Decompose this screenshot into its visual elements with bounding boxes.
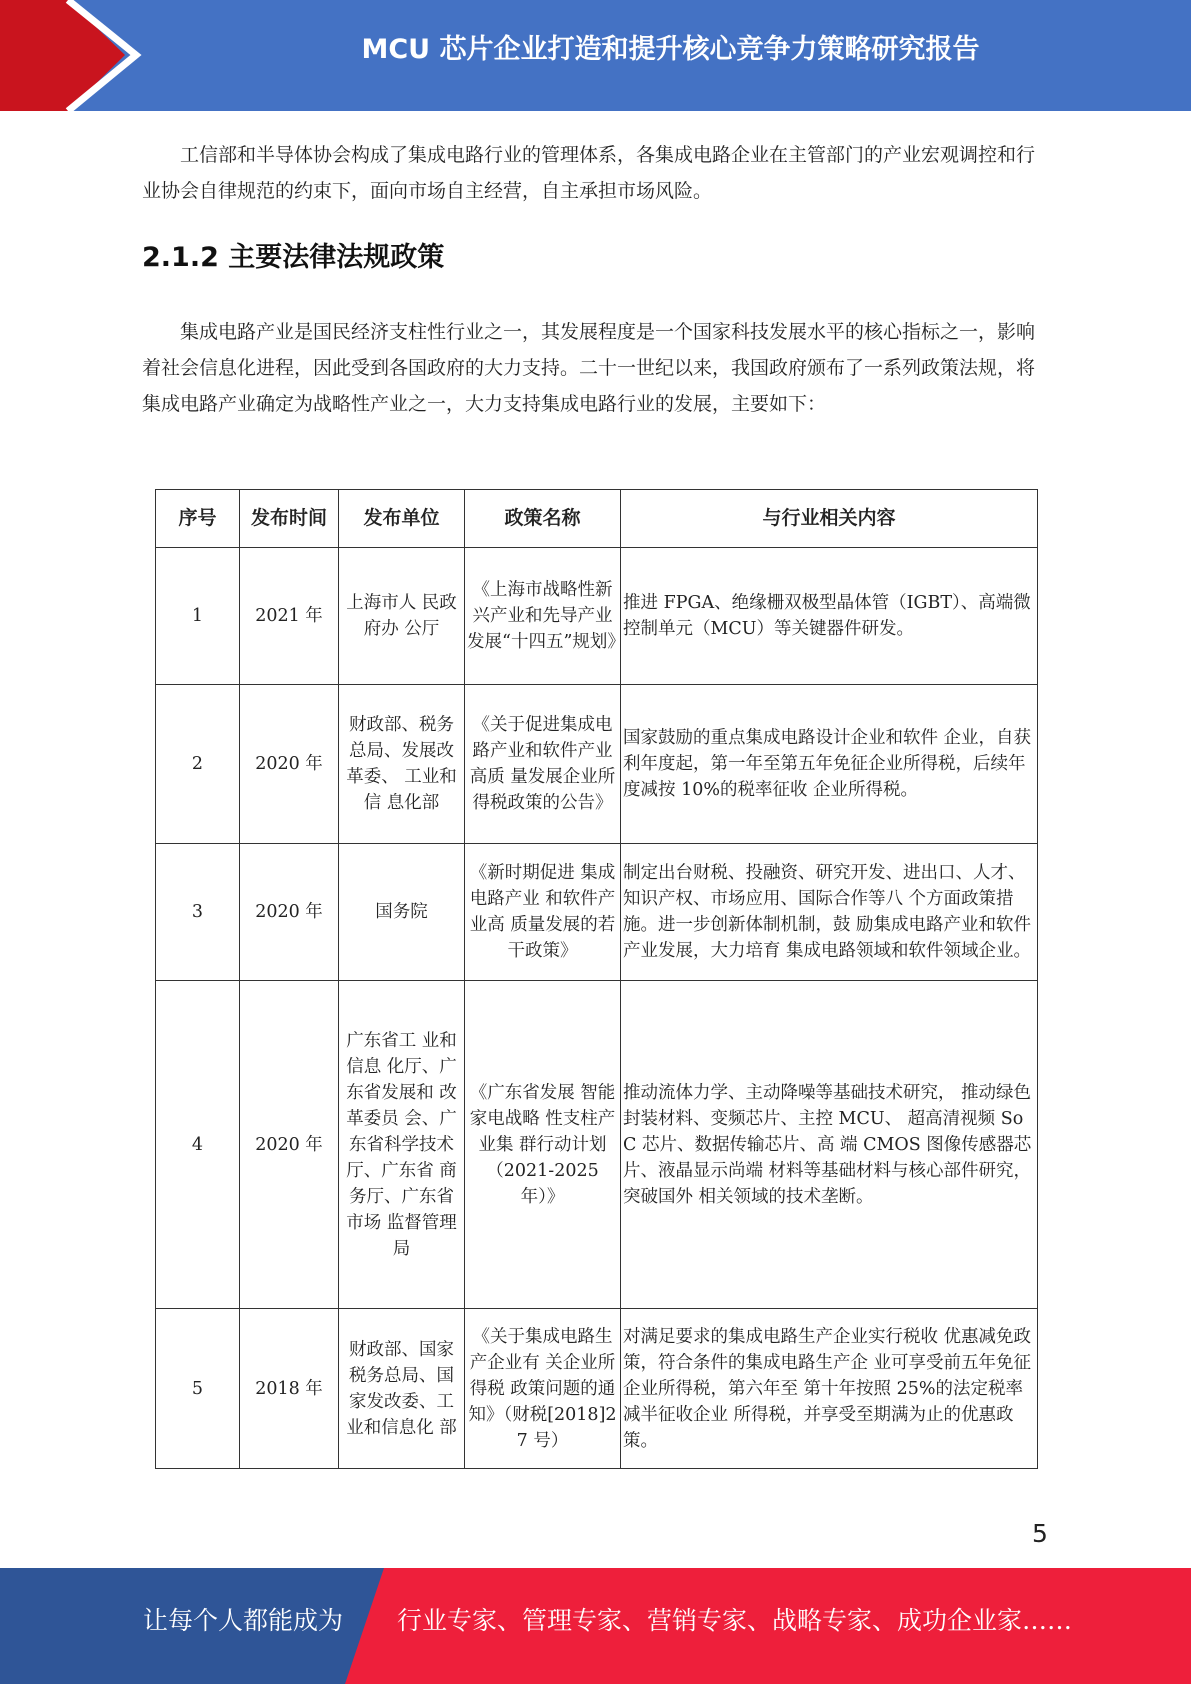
header-cell-policy: 政策名称 xyxy=(465,490,621,548)
cell-policy: 《上海市战略性新兴产业和先导产业发展“十四五”规划》 xyxy=(465,548,621,685)
page-number: 5 xyxy=(1032,1519,1048,1548)
cell-issuer: 广东省工 业和信息 化厅、广东省发展和 改革委员 会、广东省科学技术 厅、广东省 商务厅、广东省市场 监督管理 局 xyxy=(339,981,465,1309)
cell-content: 制定出台财税、投融资、研究开发、进出口、人才、知识产权、市场应用、国际合作等八 个方面政策措施。进一步创新体制机制，鼓 励集成电路产业和软件产业发展，大力培育 集成电路领域和软件领域企业。 xyxy=(621,844,1038,981)
cell-date: 2020 年 xyxy=(240,981,339,1309)
section-heading: 2.1.2 主要法律法规政策 xyxy=(142,242,445,273)
cell-issuer: 国务院 xyxy=(339,844,465,981)
cell-no: 4 xyxy=(156,981,240,1309)
header-title: MCU 芯片企业打造和提升核心竞争力策略研究报告 xyxy=(361,34,980,65)
intro-paragraph: 工信部和半导体协会构成了集成电路行业的管理体系，各集成电路企业在主管部门的产业宏观调控和行业协会自律规范的约束下，面向市场自主经营，自主承担市场风险。 xyxy=(142,144,1036,202)
page-header xyxy=(0,0,1191,111)
cell-policy: 《新时期促进 集成电路产业 和软件产业高 质量发展的若 干政策》 xyxy=(465,844,621,981)
cell-issuer: 财政部、税务总局、发展改革委、 工业和信 息化部 xyxy=(339,685,465,844)
footer-slogan-left: 让每个人都能成为 xyxy=(143,1606,344,1635)
cell-no: 1 xyxy=(156,548,240,685)
policy-table xyxy=(155,489,1038,1469)
cell-content: 国家鼓励的重点集成电路设计企业和软件 企业，自获利年度起，第一年至第五年免征企业所得税，后续年度减按 10%的税率征收 企业所得税。 xyxy=(621,685,1038,844)
cell-date: 2020 年 xyxy=(240,685,339,844)
cell-content: 推进 FPGA、绝缘栅双极型晶体管（IGBT）、高端微控制单元（MCU）等关键器件研发。 xyxy=(621,548,1038,685)
header-cell-content: 与行业相关内容 xyxy=(621,490,1038,548)
header-cell-date: 发布时间 xyxy=(240,490,339,548)
cell-date: 2018 年 xyxy=(240,1309,339,1469)
cell-date: 2020 年 xyxy=(240,844,339,981)
table-row xyxy=(156,844,1038,981)
table-row xyxy=(156,685,1038,844)
cell-issuer: 财政部、国家税务总局、国家发改委、工业和信息化 部 xyxy=(339,1309,465,1469)
cell-policy: 《关于集成电路生产企业有 关企业所得税 政策问题的通知》（财税[2018]27 号） xyxy=(465,1309,621,1469)
table-row xyxy=(156,981,1038,1309)
header-cell-no: 序号 xyxy=(156,490,240,548)
cell-date: 2021 年 xyxy=(240,548,339,685)
header-chevron-shape xyxy=(0,0,160,111)
cell-no: 2 xyxy=(156,685,240,844)
cell-content: 对满足要求的集成电路生产企业实行税收 优惠减免政策，符合条件的集成电路生产企 业可享受前五年免征企业所得税，第六年至 第十年按照 25%的法定税率减半征收企业 所得税，并享受至期满为止的优惠政策。 xyxy=(621,1309,1038,1469)
cell-policy: 《关于促进集成电路产业和软件产业高质 量发展企业所 得税政策的公告》 xyxy=(465,685,621,844)
cell-policy: 《广东省发展 智能家电战略 性支柱产业集 群行动计划（2021-2025 年）》 xyxy=(465,981,621,1309)
header-cell-issuer: 发布单位 xyxy=(339,490,465,548)
cell-no: 5 xyxy=(156,1309,240,1469)
table-header-row xyxy=(156,490,1038,548)
cell-issuer: 上海市人 民政府办 公厅 xyxy=(339,548,465,685)
footer-slogan-right: 行业专家、管理专家、营销专家、战略专家、成功企业家…… xyxy=(397,1606,1073,1635)
table-row xyxy=(156,1309,1038,1469)
cell-content: 推动流体力学、主动降噪等基础技术研究， 推动绿色封装材料、变频芯片、主控 MCU、 超高清视频 SoC 芯片、数据传输芯片、高 端 CMOS 图像传感器芯片、液晶显示尚端 材料等基础材料与核心部件研究，突破国外 相关领域的技术垄断。 xyxy=(621,981,1038,1309)
cell-no: 3 xyxy=(156,844,240,981)
page-footer xyxy=(0,1568,1191,1684)
table-row xyxy=(156,548,1038,685)
section-paragraph: 集成电路产业是国民经济支柱性行业之一，其发展程度是一个国家科技发展水平的核心指标之一，影响着社会信息化进程，因此受到各国政府的大力支持。二十一世纪以来，我国政府颁布了一系列政策法规，将集成电路产业确定为战略性产业之一，大力支持集成电路行业的发展，主要如下： xyxy=(142,321,1036,415)
